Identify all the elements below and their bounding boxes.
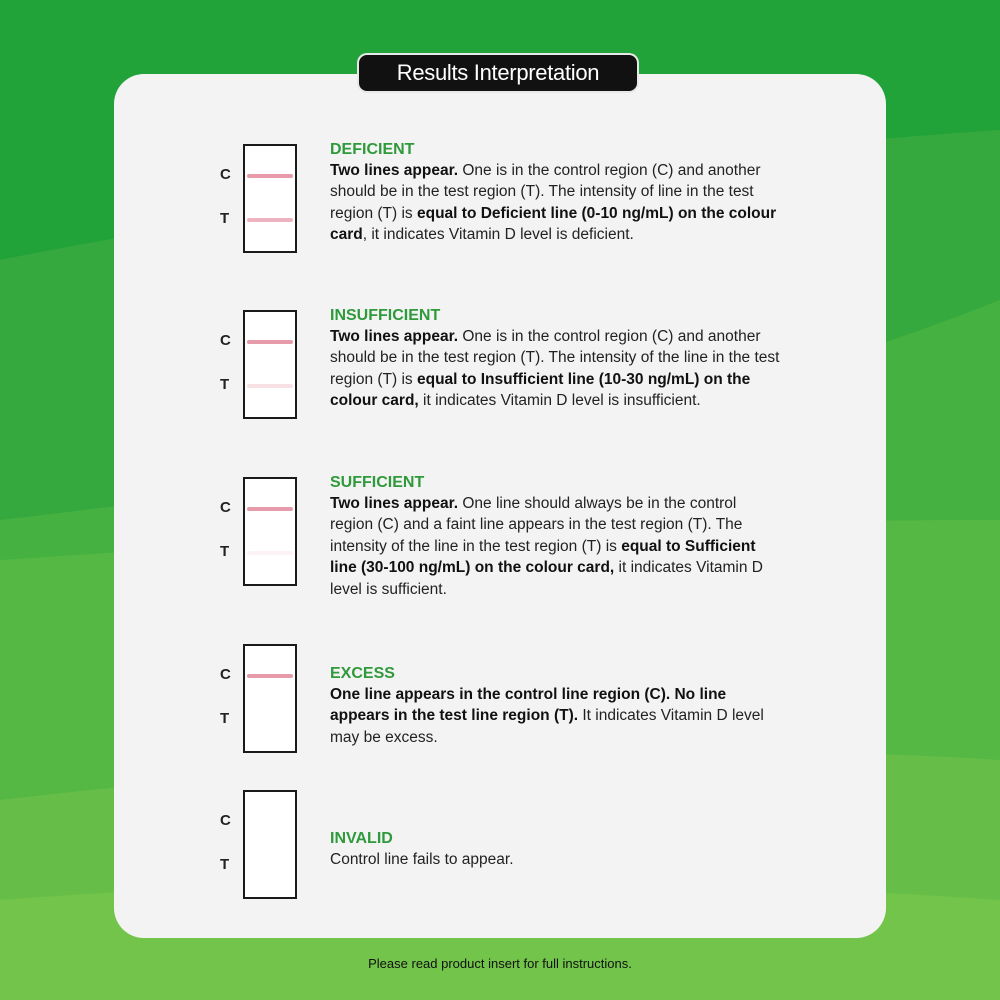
result-description xyxy=(330,664,780,748)
body-text: One line should always be in the control region (C) and a faint line appears in the test region (T). The intensity of the line in the test region (T) is xyxy=(330,495,743,555)
test-strip xyxy=(243,144,297,253)
result-body xyxy=(330,684,780,748)
control-label: C xyxy=(220,166,231,183)
body-text: One is in the control region (C) and another should be in the test region (T). The intensity of the line in the test region (T) is xyxy=(330,328,780,388)
footer-note: Please read product insert for full instructions. xyxy=(368,956,632,971)
result-heading: INVALID xyxy=(330,830,393,847)
result-description xyxy=(330,306,780,412)
bold-text: equal to Insufficient line (10-30 ng/mL) on the colour card, xyxy=(330,370,751,410)
result-description xyxy=(330,829,780,870)
test-strip xyxy=(243,477,297,586)
page-title: Results Interpretation xyxy=(359,55,637,91)
test-label: T xyxy=(220,856,230,873)
bold-text: Two lines appear. xyxy=(330,495,459,512)
control-line xyxy=(247,340,293,344)
control-line xyxy=(247,174,293,178)
result-description xyxy=(330,140,780,246)
test-line xyxy=(247,384,293,388)
test-label: T xyxy=(220,710,230,727)
body-text: Control line fails to appear. xyxy=(330,851,514,868)
bold-text: equal to Sufficient line (30-100 ng/mL) on the colour card, xyxy=(330,537,756,577)
result-body xyxy=(330,326,780,412)
body-text: One is in the control region (C) and another should be in the test region (T). The intensity of line in the test region (T) is xyxy=(330,162,761,222)
test-line xyxy=(247,551,293,555)
test-label: T xyxy=(220,376,230,393)
result-heading: SUFFICIENT xyxy=(330,474,425,491)
control-label: C xyxy=(220,812,231,829)
test-strip xyxy=(243,310,297,419)
body-text: It indicates Vitamin D level may be excess. xyxy=(330,707,764,746)
result-body xyxy=(330,493,780,600)
body-text: it indicates Vitamin D level is insufficient. xyxy=(418,392,701,410)
bold-text: One line appears in the control line region (C). No line appears in the test line region (T). xyxy=(330,686,727,725)
bold-text: equal to Deficient line (0-10 ng/mL) on the colour card xyxy=(330,204,777,244)
test-line xyxy=(247,218,293,222)
result-description xyxy=(330,473,780,600)
result-heading: EXCESS xyxy=(330,665,395,682)
result-body xyxy=(330,160,780,246)
bold-text: Two lines appear. xyxy=(330,162,459,179)
test-label: T xyxy=(220,210,230,227)
control-label: C xyxy=(220,666,231,683)
control-label: C xyxy=(220,499,231,516)
result-heading: DEFICIENT xyxy=(330,141,415,158)
control-label: C xyxy=(220,332,231,349)
result-body xyxy=(330,849,780,870)
test-strip xyxy=(243,790,297,899)
body-text: , it indicates Vitamin D level is deficient. xyxy=(362,226,634,244)
body-text: it indicates Vitamin D level is sufficient. xyxy=(330,559,763,598)
result-heading: INSUFFICIENT xyxy=(330,307,441,324)
bold-text: Two lines appear. xyxy=(330,328,459,345)
test-label: T xyxy=(220,543,230,560)
control-line xyxy=(247,507,293,511)
test-strip xyxy=(243,644,297,753)
control-line xyxy=(247,674,293,678)
